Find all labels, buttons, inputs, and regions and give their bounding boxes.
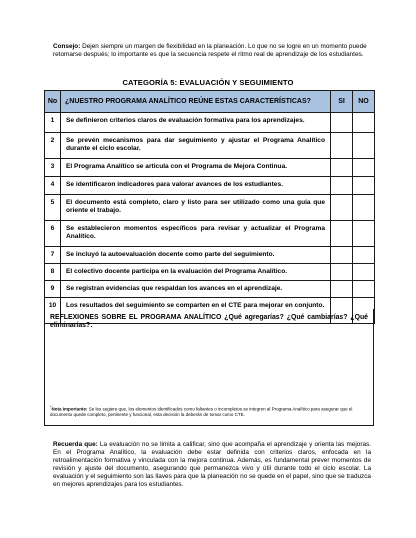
row-number: 8: [45, 264, 61, 281]
row-number: 2: [45, 133, 61, 159]
note-asterisk: *: [50, 405, 52, 409]
row-criterion: Se definieron criterios claros de evaluación formativa para los aprendizajes.: [61, 113, 331, 133]
si-checkbox-cell[interactable]: [331, 113, 353, 133]
no-checkbox-cell[interactable]: [353, 113, 375, 133]
table-row: [45, 133, 375, 159]
row-criterion: Se establecieron momentos específicos para revisar y actualizar el Programa Analítico.: [61, 221, 331, 247]
note-label: Nota importante:: [51, 406, 88, 412]
row-number: 3: [45, 159, 61, 177]
table-row: [45, 113, 375, 133]
table-row: [45, 221, 375, 247]
table-row: [45, 159, 375, 177]
row-number: 6: [45, 221, 61, 247]
no-checkbox-cell[interactable]: [353, 281, 375, 298]
header-no: No: [45, 91, 61, 113]
checklist-table: [44, 90, 375, 324]
note-text: Se les sugiere que, los elementos identificados como faltantes o incompletos se integren al Programa Analítico para asegurar que el documento quede completo, pertinente y funcional, esta decisión la deberán de tomar como CTE.: [50, 406, 353, 418]
recuerda-text: La evaluación no se limita a calificar, sino que acompaña el aprendizaje y orienta las mejoras. En el Programa Analítico, la evaluación debe estar definida con criterios claros, enfocada en la retroalimentación formativa y vinculada con la mejora continua. Además, es fundamental prever momentos de revisión y ajuste del documento, asegurando que permanezca vivo y útil durante todo el ciclo escolar. La evaluación y el seguimiento son las llaves para que la planeación no se quede en el papel, sino que se traduzca en mejores aprendizajes para los estudiantes.: [53, 441, 371, 489]
table-row: [45, 177, 375, 195]
header-question: ¿NUESTRO PROGRAMA ANALÍTICO REÚNE ESTAS CARACTERÍSTICAS?: [61, 91, 331, 113]
row-criterion: Se incluyó la autoevaluación docente como parte del seguimiento.: [61, 247, 331, 264]
consejo-label: Consejo:: [53, 43, 81, 50]
consejo-paragraph: [53, 43, 371, 59]
si-checkbox-cell[interactable]: [331, 159, 353, 177]
table-row: [45, 264, 375, 281]
table-row: [45, 195, 375, 221]
no-checkbox-cell[interactable]: [353, 195, 375, 221]
table-header-row: [45, 91, 375, 113]
row-criterion: Se prevén mecanismos para dar seguimiento y ajustar el Programa Analítico durante el ciclo escolar.: [61, 133, 331, 159]
si-checkbox-cell[interactable]: [331, 247, 353, 264]
row-criterion: El Programa Analítico se articula con el Programa de Mejora Continua.: [61, 159, 331, 177]
no-checkbox-cell[interactable]: [353, 133, 375, 159]
row-number: 7: [45, 247, 61, 264]
consejo-text: Dejen siempre un margen de flexibilidad en la planeación. Lo que no se logre en un momento puede retomarse después; lo importante es que la secuencia respete el ritmo real de aprendizaje de los estudiantes.: [53, 43, 367, 59]
no-checkbox-cell[interactable]: [353, 177, 375, 195]
category-title: CATEGORÍA 5: EVALUACIÓN Y SEGUIMIENTO: [122, 78, 294, 87]
header-no-answer: NO: [353, 91, 375, 113]
table-row: [45, 247, 375, 264]
row-number: 5: [45, 195, 61, 221]
no-checkbox-cell[interactable]: [353, 221, 375, 247]
header-si: SI: [331, 91, 353, 113]
row-criterion: Se identificaron indicadores para valorar avances de los estudiantes.: [61, 177, 331, 195]
no-checkbox-cell[interactable]: [353, 159, 375, 177]
si-checkbox-cell[interactable]: [331, 133, 353, 159]
row-criterion: El colectivo docente participa en la evaluación del Programa Analítico.: [61, 264, 331, 281]
table-row: [45, 281, 375, 298]
important-note: [50, 405, 370, 418]
si-checkbox-cell[interactable]: [331, 221, 353, 247]
si-checkbox-cell[interactable]: [331, 195, 353, 221]
reflections-title: REFLEXIONES SOBRE EL PROGRAMA ANALÍTICO ¿Qué agregarías? ¿Qué cambiarías? ¿Qué eliminarías?:: [50, 314, 368, 330]
row-criterion: El documento está completo, claro y listo para ser utilizado como una guía que oriente el trabajo.: [61, 195, 331, 221]
no-checkbox-cell[interactable]: [353, 247, 375, 264]
no-checkbox-cell[interactable]: [353, 264, 375, 281]
row-number: 9: [45, 281, 61, 298]
si-checkbox-cell[interactable]: [331, 177, 353, 195]
row-number: 10: [45, 298, 61, 324]
row-criterion: Se registran evidencias que respaldan los avances en el aprendizaje.: [61, 281, 331, 298]
recuerda-paragraph: [53, 441, 371, 490]
row-criterion: Los resultados del seguimiento se comparten en el CTE para mejorar en conjunto.: [61, 298, 331, 324]
row-number: 4: [45, 177, 61, 195]
recuerda-label: Recuerda que:: [53, 441, 98, 448]
si-checkbox-cell[interactable]: [331, 281, 353, 298]
si-checkbox-cell[interactable]: [331, 264, 353, 281]
reflections-box[interactable]: [44, 309, 374, 426]
row-number: 1: [45, 113, 61, 133]
